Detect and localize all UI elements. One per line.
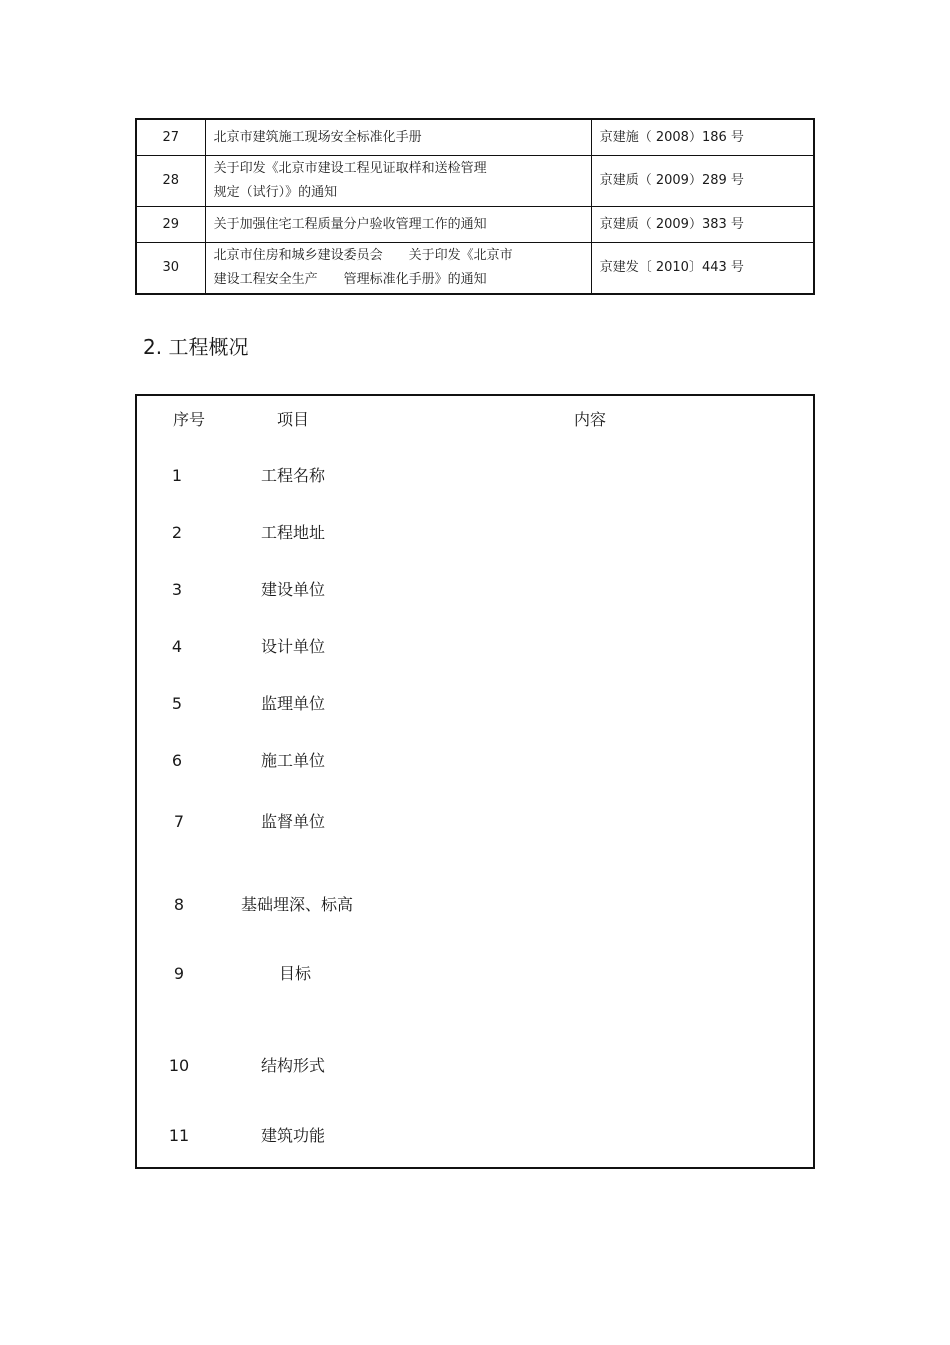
regulation-title (205, 119, 591, 156)
row-number: 4 (171, 637, 183, 656)
regulation-title (205, 207, 591, 243)
oversight-unit-label: 监督单位 (260, 812, 325, 831)
row-number: 30 (136, 243, 205, 295)
row-number: 10 (168, 1056, 190, 1075)
regulation-title (205, 243, 591, 295)
foundation-depth-label: 基础埋深、标高 (240, 895, 353, 914)
document-code: 京建发〔 2010〕443 号 (591, 243, 814, 295)
project-name-label: 工程名称 (260, 466, 325, 485)
row-number: 28 (136, 156, 205, 207)
regulation-title-line: 规定（试行）》的通知 (213, 185, 338, 200)
row-number: 3 (171, 580, 183, 599)
regulation-title-line: 北京市住房和城乡建设委员会 关于印发《北京市 (213, 248, 513, 263)
regulation-title-line: 关于加强住宅工程质量分户验收管理工作的通知 (213, 216, 487, 232)
regulation-title (205, 156, 591, 207)
construction-unit-label: 施工单位 (260, 751, 325, 770)
design-unit-label: 设计单位 (260, 637, 325, 656)
section-heading: 2. 工程概况 (143, 335, 249, 359)
regulation-title-line: 关于印发《北京市建设工程见证取样和送检管理 (213, 161, 487, 176)
structure-form-label: 结构形式 (260, 1056, 325, 1075)
regulations-table (135, 118, 815, 295)
project-address-label: 工程地址 (260, 523, 325, 542)
target-label: 目标 (278, 964, 311, 983)
row-number: 11 (168, 1126, 190, 1145)
table-row (136, 156, 814, 207)
document-code: 京建质（ 2009）383 号 (591, 207, 814, 243)
regulation-title-line: 北京市建筑施工现场安全标准化手册 (213, 129, 422, 145)
regulation-title-line: 建设工程安全生产 管理标准化手册》的通知 (213, 272, 487, 287)
building-function-label: 建筑功能 (260, 1126, 325, 1145)
row-number: 27 (136, 119, 205, 156)
row-number: 2 (171, 523, 183, 542)
owner-unit-label: 建设单位 (260, 580, 325, 599)
table-row (136, 243, 814, 295)
header-item: 项目 (277, 410, 310, 429)
table-row (136, 119, 814, 156)
project-overview-table (135, 394, 815, 1169)
header-content: 内容 (574, 410, 607, 429)
row-number: 7 (173, 812, 185, 831)
row-number: 6 (171, 751, 183, 770)
row-number: 29 (136, 207, 205, 243)
row-number: 1 (171, 466, 183, 485)
header-serial-number: 序号 (173, 410, 206, 429)
row-number: 8 (173, 895, 185, 914)
row-number: 9 (173, 964, 185, 983)
table-row (136, 207, 814, 243)
supervision-unit-label: 监理单位 (260, 694, 325, 713)
row-number: 5 (171, 694, 183, 713)
document-code: 京建质（ 2009）289 号 (591, 156, 814, 207)
document-code: 京建施（ 2008）186 号 (591, 119, 814, 156)
